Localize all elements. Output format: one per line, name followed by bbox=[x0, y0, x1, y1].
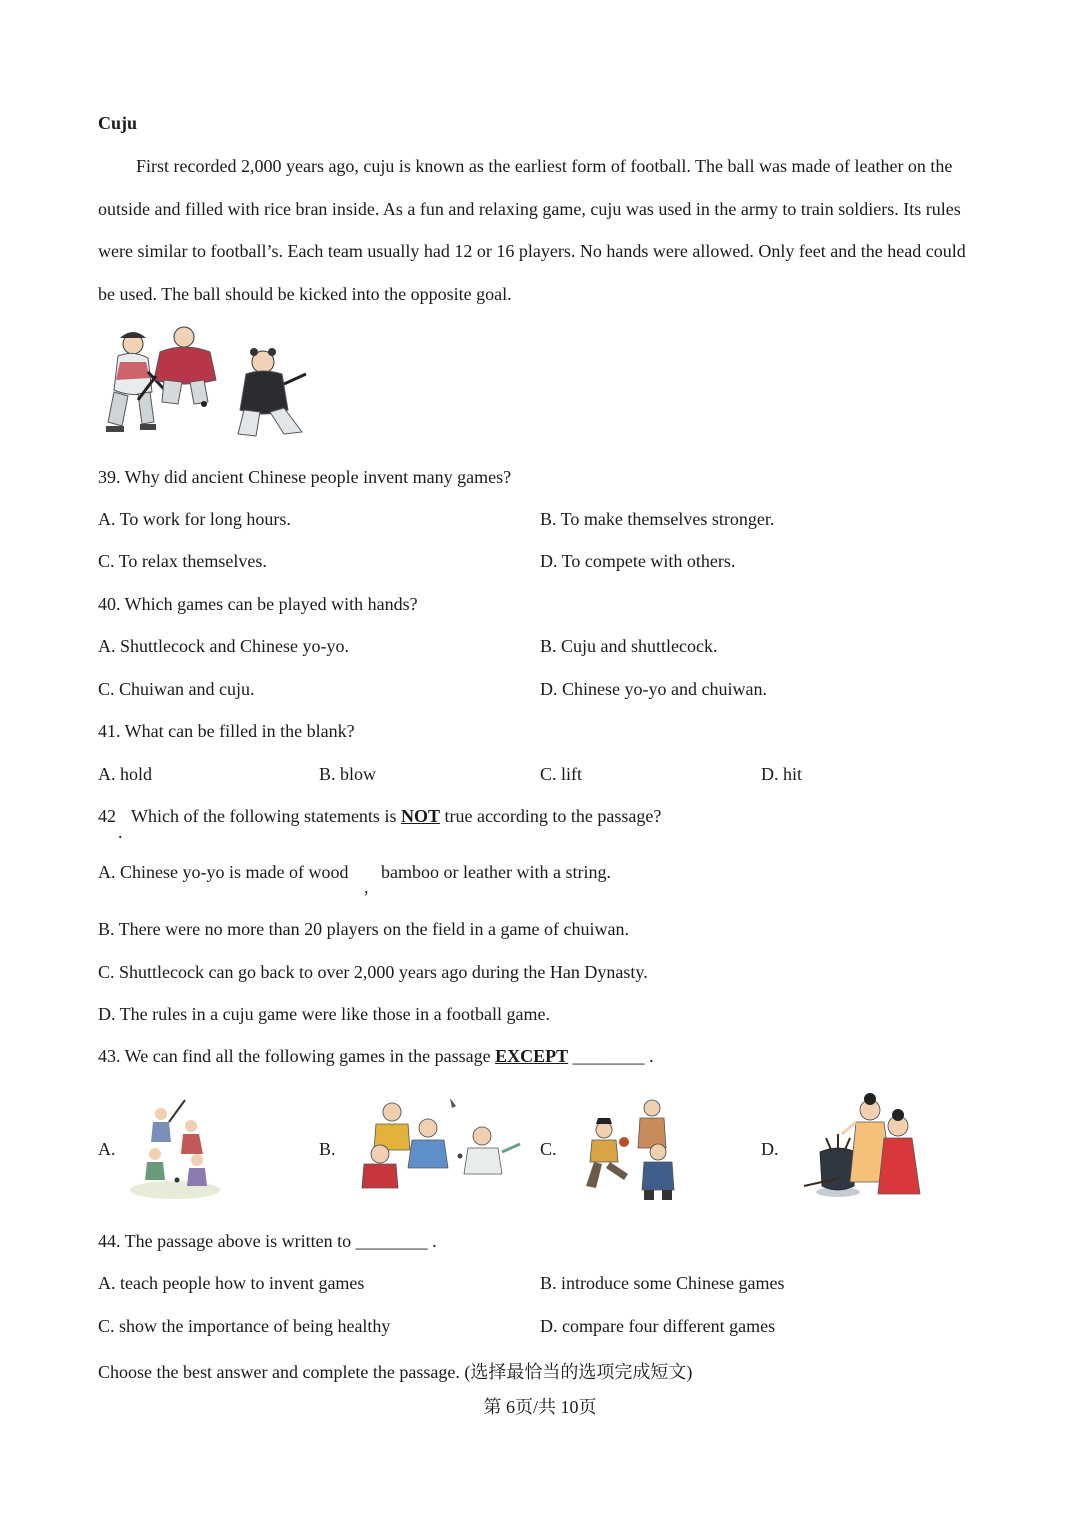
passage-title: Cuju bbox=[98, 113, 138, 133]
q41-option-a[interactable]: A. hold bbox=[98, 764, 152, 784]
shuttlecock-illustration bbox=[352, 1092, 527, 1204]
question-40: 40. Which games can be played with hands? bbox=[98, 594, 418, 614]
q42-stem-pre: Which of the following statements is bbox=[131, 806, 397, 826]
q44-option-b[interactable]: B. introduce some Chinese games bbox=[540, 1273, 785, 1293]
q42-stem-post: true according to the passage? bbox=[444, 806, 662, 826]
question-44: 44. The passage above is written to ________ . bbox=[98, 1231, 437, 1251]
question-42-dot: . bbox=[118, 822, 123, 842]
q43-option-d[interactable]: D. bbox=[761, 1139, 779, 1159]
cuju-kicking-illustration bbox=[578, 1096, 683, 1204]
q43-stem-post: ________ . bbox=[572, 1046, 654, 1066]
q44-option-d[interactable]: D. compare four different games bbox=[540, 1316, 776, 1336]
q42-option-a[interactable] bbox=[98, 862, 348, 883]
q43-option-c[interactable]: C. bbox=[540, 1139, 557, 1159]
question-39: 39. Why did ancient Chinese people invent many games? bbox=[98, 467, 512, 487]
question-42 bbox=[131, 806, 661, 827]
q42-option-a-comma: , bbox=[364, 877, 369, 897]
cuju-players-illustration bbox=[98, 322, 328, 444]
q42-option-c[interactable]: C. Shuttlecock can go back to over 2,000 years ago during the Han Dynasty. bbox=[98, 962, 648, 982]
q39-option-d[interactable]: D. To compete with others. bbox=[540, 551, 736, 571]
q43-stem-pre: 43. We can find all the following games in the passage bbox=[98, 1046, 491, 1066]
question-41: 41. What can be filled in the blank? bbox=[98, 721, 355, 741]
q42-option-a-pre: A. Chinese yo-yo is made of wood bbox=[98, 862, 349, 882]
touhu-pitch-pot-illustration bbox=[798, 1090, 923, 1202]
q41-option-c[interactable]: C. lift bbox=[540, 764, 583, 784]
ball-icon bbox=[201, 401, 207, 407]
page-footer: 第 6页/共 10页 bbox=[483, 1397, 597, 1417]
q42-option-a-post: bamboo or leather with a string. bbox=[381, 862, 611, 882]
q42-emphasis: NOT bbox=[400, 806, 440, 826]
q40-option-a[interactable]: A. Shuttlecock and Chinese yo-yo. bbox=[98, 636, 349, 656]
q39-option-a[interactable]: A. To work for long hours. bbox=[98, 509, 291, 529]
q43-emphasis: EXCEPT bbox=[495, 1046, 569, 1066]
q40-option-c[interactable]: C. Chuiwan and cuju. bbox=[98, 679, 255, 699]
chuiwan-illustration bbox=[125, 1092, 225, 1202]
q42-option-b[interactable]: B. There were no more than 20 players on the field in a game of chuiwan. bbox=[98, 919, 629, 939]
player-right bbox=[238, 348, 306, 436]
q44-option-a[interactable]: A. teach people how to invent games bbox=[98, 1273, 365, 1293]
q43-option-a[interactable]: A. bbox=[98, 1139, 116, 1159]
section-instruction: Choose the best answer and complete the passage. (选择最恰当的选项完成短文) bbox=[98, 1362, 693, 1382]
q40-option-d[interactable]: D. Chinese yo-yo and chuiwan. bbox=[540, 679, 767, 699]
q40-option-b[interactable]: B. Cuju and shuttlecock. bbox=[540, 636, 718, 656]
q44-option-c[interactable]: C. show the importance of being healthy bbox=[98, 1316, 391, 1336]
q41-option-b[interactable]: B. blow bbox=[319, 764, 377, 784]
question-43 bbox=[98, 1046, 654, 1067]
passage-body: First recorded 2,000 years ago, cuju is known as the earliest form of football. The ball was made of leather on the outside and filled with rice bran inside. As a fun and relaxing game, cuju was used in the army to train soldiers. Its rules were similar to football’s. Each team usually had 12 or 16 players. No hands were allowed. Only feet and the head could be used. The ball should be kicked into the opposite goal. bbox=[98, 156, 966, 304]
q39-option-c[interactable]: C. To relax themselves. bbox=[98, 551, 267, 571]
q42-option-d[interactable]: D. The rules in a cuju game were like those in a football game. bbox=[98, 1004, 551, 1024]
q39-option-b[interactable]: B. To make themselves stronger. bbox=[540, 509, 775, 529]
q41-option-d[interactable]: D. hit bbox=[761, 764, 803, 784]
q43-option-b[interactable]: B. bbox=[319, 1139, 336, 1159]
question-42-number: 42 bbox=[98, 806, 116, 826]
